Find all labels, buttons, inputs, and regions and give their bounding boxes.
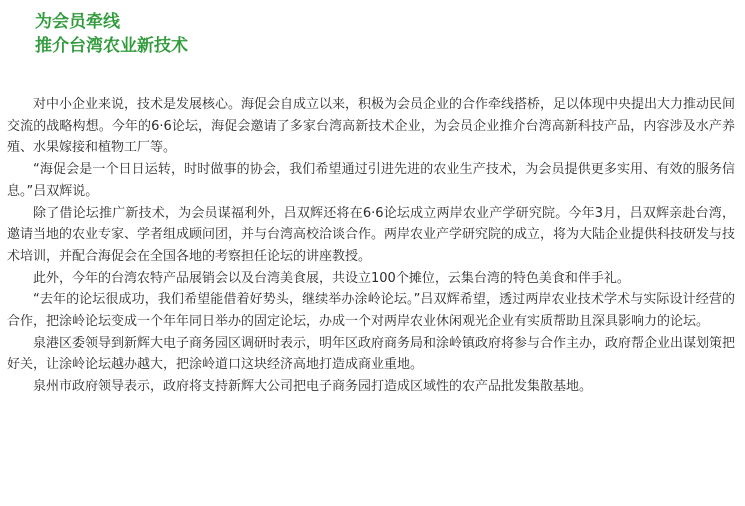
heading-line-1: 为会员牵线 bbox=[35, 12, 120, 32]
paragraph-7: 泉州市政府领导表示，政府将支持新辉大公司把电子商务园打造成区域性的农产品批发集散基地。 bbox=[33, 379, 593, 395]
article-body bbox=[7, 94, 735, 398]
paragraph-5: “去年的论坛很成功，我们希望能借着好势头，继续举办涂岭论坛。”吕双辉希望，透过两岸农业技术学术与实际设计经营的合作，把涂岭论坛变成一个年年同日举办的固定论坛，办成一个对两岸农业休闲观光企业有实质帮助且深具影响力的论坛。 bbox=[7, 292, 735, 330]
paragraph-3: 除了借论坛推广新技术，为会员谋福利外，吕双辉还将在6·6论坛成立两岸农业产学研究院。今年3月，吕双辉亲赴台湾，邀请当地的农业专家、学者组成顾问团，并与台湾高校洽谈合作。两岸农业产学研究院的成立，将为大陆企业提供科技研发与技术培训，并配合海促会在全国各地的考察担任论坛的讲座教授。 bbox=[7, 205, 736, 264]
paragraph-1: 对中小企业来说，技术是发展核心。海促会自成立以来，积极为会员企业的合作牵线搭桥，足以体现中央提出大力推动民间交流的战略构想。今年的6·6论坛，海促会邀请了多家台湾高新技术企业，为会员企业推介台湾高新科技产品，内容涉及水产养殖、水果嫁接和植物工厂等。 bbox=[7, 97, 736, 156]
heading-line-2: 推介台湾农业新技术 bbox=[35, 36, 188, 56]
paragraph-4: 此外，今年的台湾农特产品展销会以及台湾美食展，共设立100个摊位，云集台湾的特色美食和伴手礼。 bbox=[33, 270, 630, 286]
article-heading bbox=[35, 10, 188, 58]
paragraph-6: 泉港区委领导到新辉大电子商务园区调研时表示，明年区政府商务局和涂岭镇政府将参与合作主办，政府帮企业出谋划策把好关，让涂岭论坛越办越大，把涂岭道口这块经济高地打造成商业重地。 bbox=[7, 335, 736, 373]
paragraph-2: “海促会是一个日日运转，时时做事的协会，我们希望通过引进先进的农业生产技术，为会员提供更多实用、有效的服务信息。”吕双辉说。 bbox=[7, 162, 735, 199]
